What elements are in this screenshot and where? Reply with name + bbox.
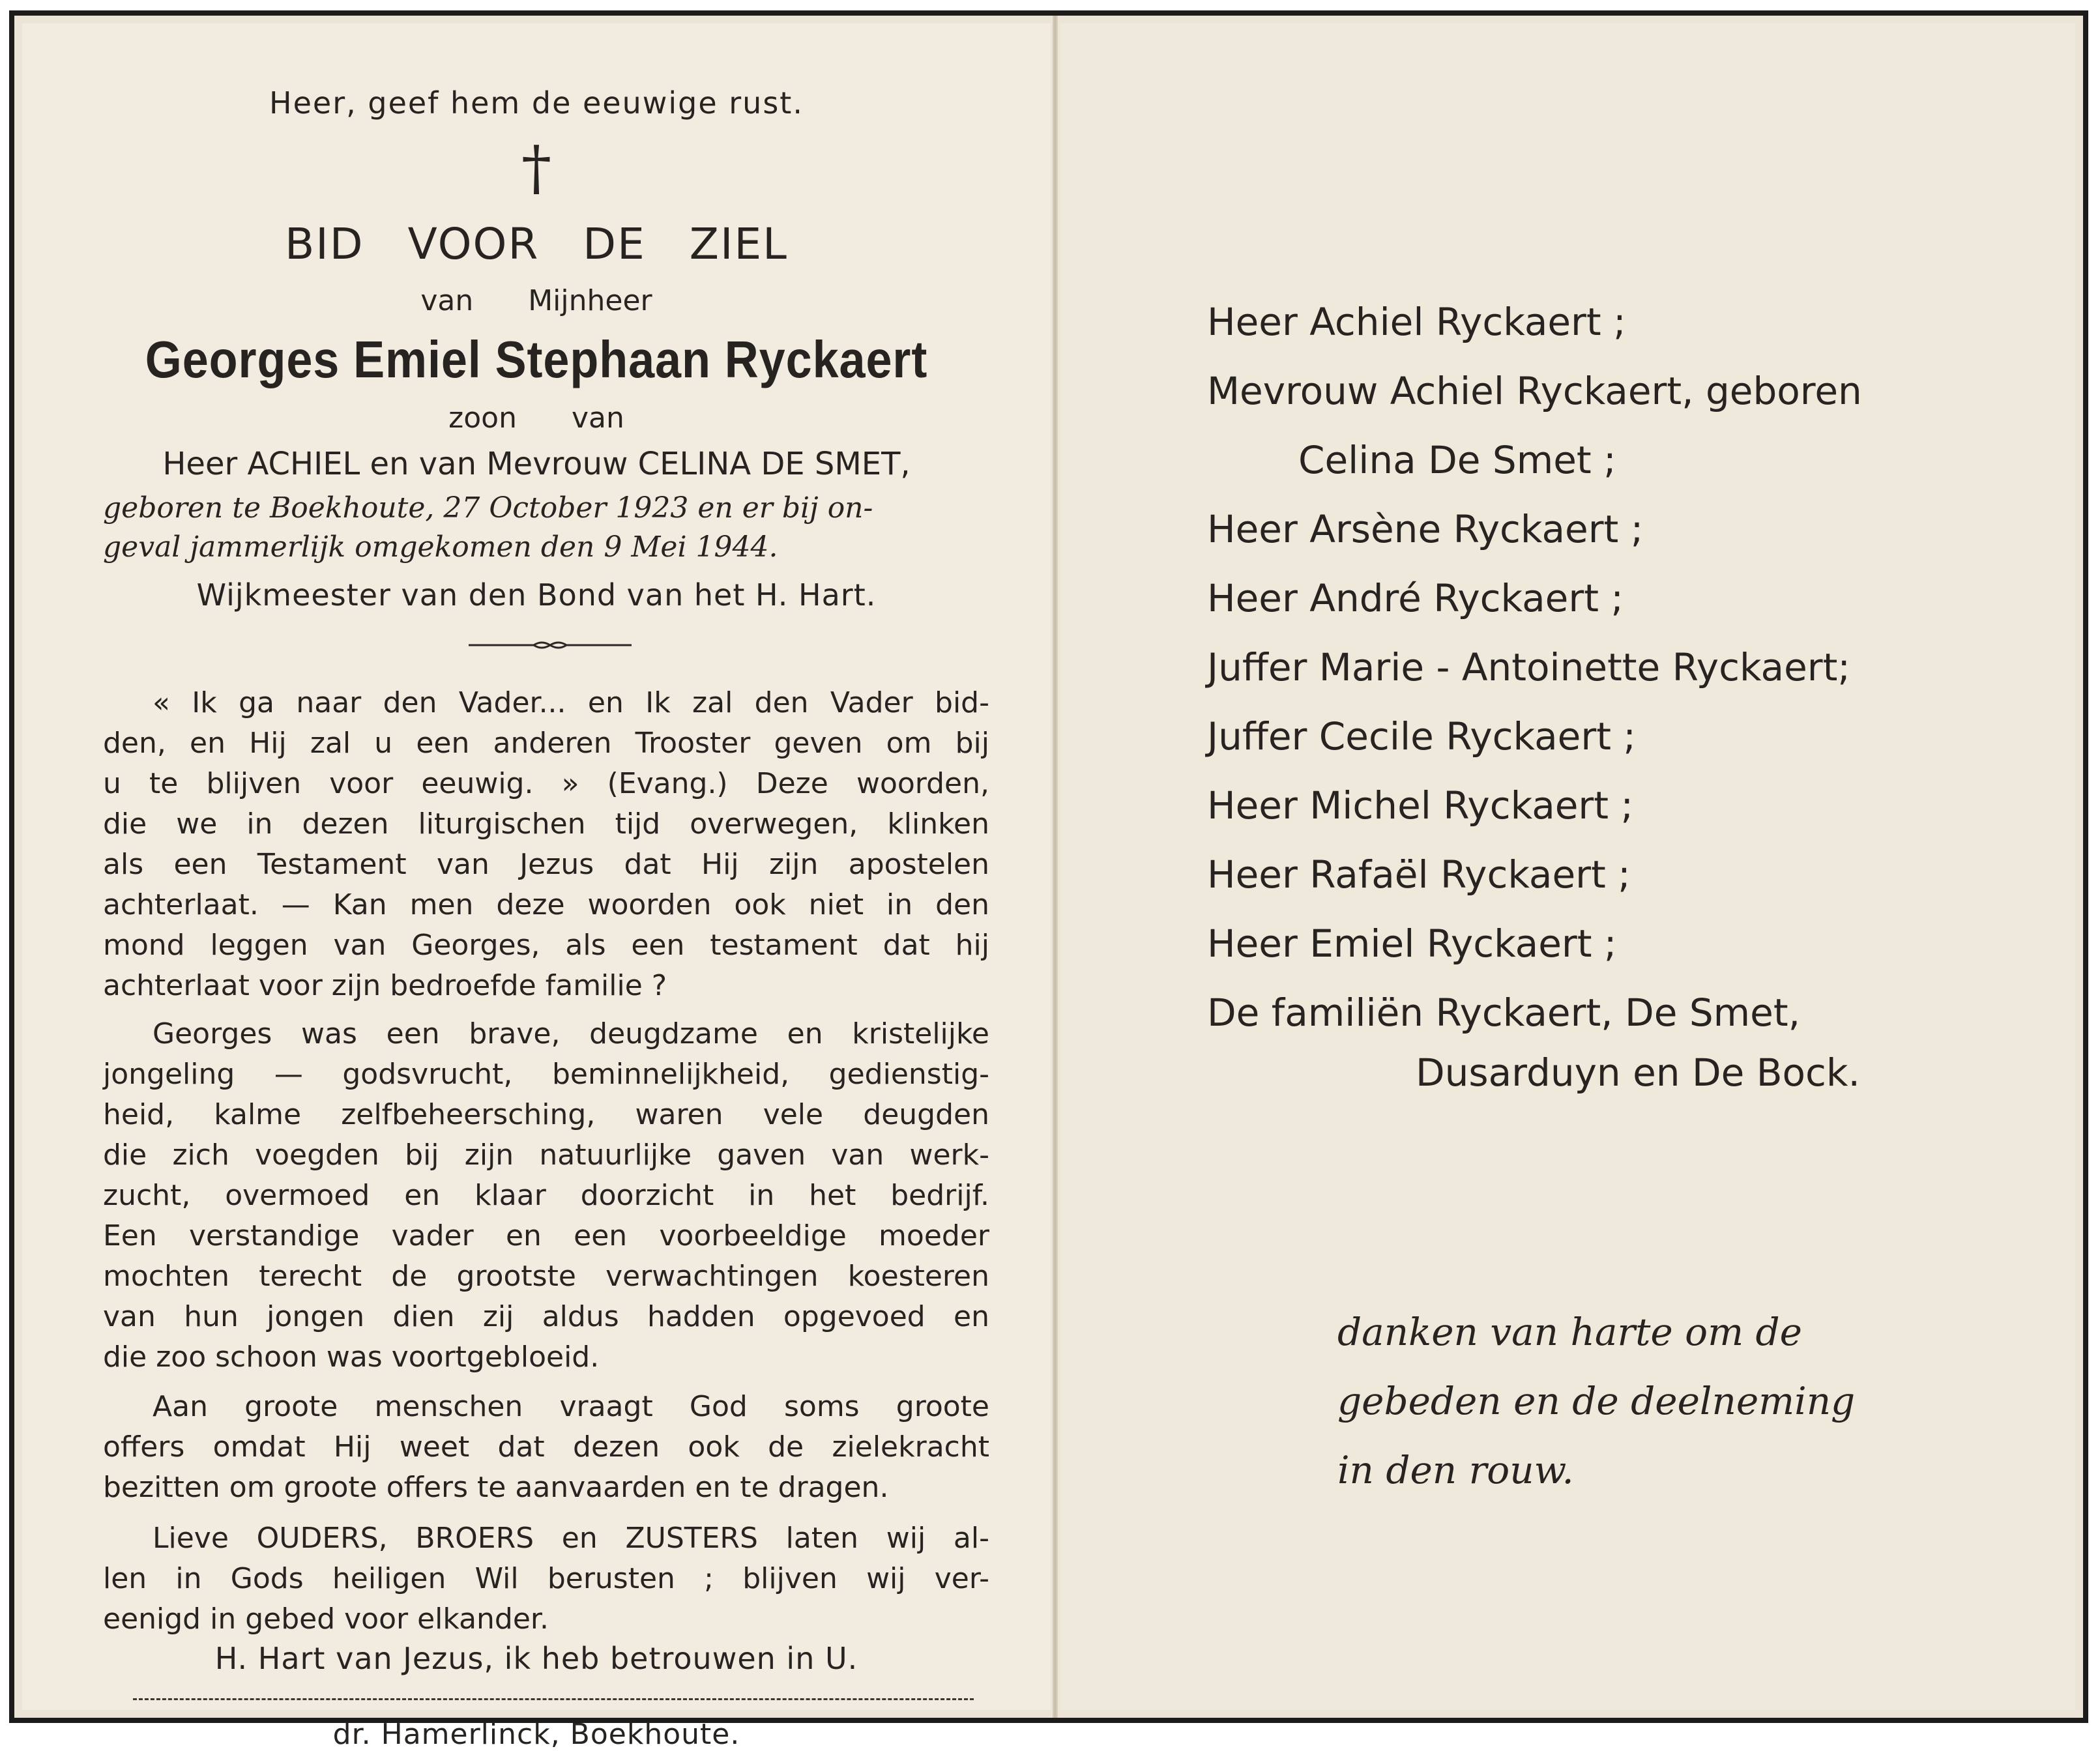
body-line: « Ik ga naar den Vader... en Ik zal den Vader bid- <box>153 686 989 719</box>
family-line: Heer André Ryckaert ; <box>1207 576 1624 620</box>
right-panel <box>1060 23 2075 1710</box>
paragraph-2 <box>103 1014 989 1378</box>
paragraph-1 <box>103 683 989 1006</box>
family-line: De familiën Ryckaert, De Smet, <box>1207 991 1801 1035</box>
thanks-line: danken van harte om de <box>1337 1310 1802 1354</box>
closing-prayer: H. Hart van Jezus, ik heb betrouwen in U. <box>214 1641 858 1676</box>
family-line: Heer Achiel Ryckaert ; <box>1207 300 1626 344</box>
birth-death-line-2: geval jammerlijk omgekomen den 9 Mei 1944. <box>103 530 778 564</box>
paragraph-3 <box>103 1387 989 1508</box>
printer-credit: dr. Hamerlinck, Boekhoute. <box>332 1718 740 1751</box>
ornament-divider-icon <box>469 639 632 652</box>
family-line: Dusarduyn en De Bock. <box>1416 1050 1860 1095</box>
left-panel <box>22 23 1051 1751</box>
family-line: Heer Michel Ryckaert ; <box>1207 783 1634 828</box>
body-line: zucht, overmoed en klaar doorzicht in het bedrijf. <box>103 1179 989 1212</box>
thanks-line: gebeden en de deelneming <box>1337 1379 1856 1423</box>
family-line: Heer Emiel Ryckaert ; <box>1207 921 1617 966</box>
body-line: den, en Hij zal u een anderen Trooster geven om bij <box>103 727 989 760</box>
van-mijnheer: van Mijnheer <box>420 284 652 317</box>
body-line: offers omdat Hij weet dat dezen ook de zielekracht <box>103 1430 989 1464</box>
body-line: eenigd in gebed voor elkander. <box>103 1602 549 1636</box>
fold-crease <box>1053 16 1058 1718</box>
body-line: achterlaat. — Kan men deze woorden ook niet in den <box>103 888 989 921</box>
body-line: u te blijven voor eeuwig. » (Evang.) Deze woorden, <box>103 767 989 800</box>
family-line: Celina De Smet ; <box>1298 438 1616 482</box>
family-line: Juffer Marie - Antoinette Ryckaert; <box>1207 645 1850 689</box>
birth-death-line-1: geboren te Boekhoute, 27 October 1923 en er bij on- <box>103 491 873 525</box>
family-list <box>1207 287 1862 1107</box>
body-line: als een Testament van Jezus dat Hij zijn apostelen <box>103 848 989 881</box>
body-line: Een verstandige vader en een voorbeeldige moeder <box>103 1219 989 1252</box>
body-line: bezitten om groote offers te aanvaarden en te dragen. <box>103 1471 889 1504</box>
body-line: heid, kalme zelfbeheersching, waren vele deugden <box>103 1098 989 1131</box>
body-line: Lieve OUDERS, BROERS en ZUSTERS laten wij al- <box>153 1522 989 1555</box>
role-line: Wijkmeester van den Bond van het H. Hart. <box>196 577 877 613</box>
body-line: van hun jongen dien zij aldus hadden opgevoed en <box>103 1300 989 1333</box>
zoon-van: zoon van <box>448 401 624 435</box>
heading: BID VOOR DE ZIEL <box>285 219 788 269</box>
body-line: Georges was een brave, deugdzame en kristelijke <box>153 1017 989 1050</box>
parents-line: Heer ACHIEL en van Mevrouw CELINA DE SMET, <box>162 446 911 482</box>
thanks-line: in den rouw. <box>1337 1448 1574 1492</box>
body-line: len in Gods heiligen Wil berusten ; blijven wij ver- <box>103 1562 989 1595</box>
prayer-line: Heer, geef hem de eeuwige rust. <box>269 85 804 121</box>
paragraph-4 <box>103 1518 989 1640</box>
body-line: mond leggen van Georges, als een testament dat hij <box>103 929 989 962</box>
body-line: achterlaat voor zijn bedroefde familie ? <box>103 969 667 1002</box>
divider <box>133 1698 974 1700</box>
memorial-card <box>9 10 2088 1751</box>
deceased-name: Georges Emiel Stephaan Ryckaert <box>145 330 928 388</box>
body-line: jongeling — godsvrucht, beminnelijkheid, gedienstig- <box>103 1058 989 1091</box>
family-line: Juffer Cecile Ryckaert ; <box>1207 714 1636 759</box>
thanks-text <box>1337 1297 1855 1505</box>
family-line: Mevrouw Achiel Ryckaert, geboren <box>1207 369 1862 413</box>
body-line: mochten terecht de grootste verwachtingen koesteren <box>103 1260 989 1293</box>
body-line: die zoo schoon was voortgebloeid. <box>103 1340 600 1374</box>
body-line: die zich voegden bij zijn natuurlijke gaven van werk- <box>103 1138 989 1172</box>
family-line: Heer Rafaël Ryckaert ; <box>1207 852 1631 897</box>
body-line: Aan groote menschen vraagt God soms groote <box>153 1390 989 1423</box>
cross-icon: † <box>521 133 551 203</box>
family-line: Heer Arsène Ryckaert ; <box>1207 507 1644 551</box>
body-line: die we in dezen liturgischen tijd overwegen, klinken <box>103 807 989 841</box>
